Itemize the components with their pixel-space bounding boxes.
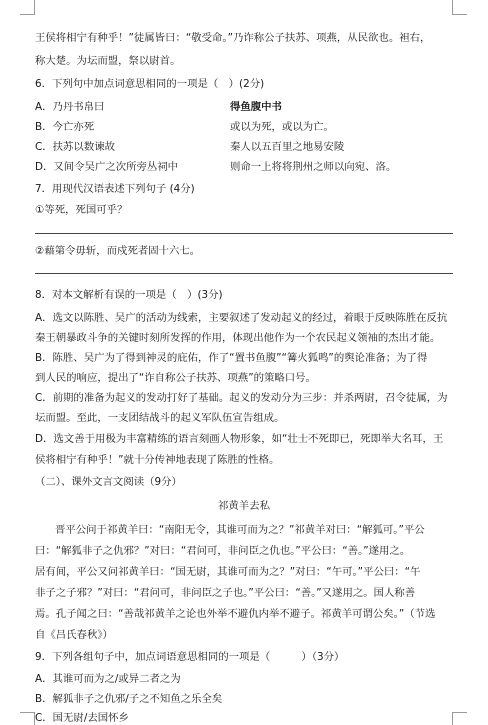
q7-answer-line-2	[35, 273, 453, 274]
q8-line-8: 侯将相宁有种乎！”就十分传神地表现了陈胜的性格。	[35, 454, 280, 466]
q7-stem: 7．用现代汉语表述下列句子 (4分)	[35, 183, 195, 195]
section-2-heading: （二）、课外文言文阅读（9分）	[35, 476, 182, 488]
passage-line-2: 称大楚。为坛而盟，祭以尉首。	[35, 55, 181, 67]
q6-option-d: D．又间令吴广之次所旁丛祠中	[35, 161, 179, 173]
crop-mark-top-right-vertical	[452, 0, 453, 14]
crop-mark-top-left-vertical	[34, 0, 35, 14]
passage-body-line-2: 曰：“解狐非子之仇邪？”对曰：“君问可，非问臣之仇也。”平公曰：“善。”遂用之。	[35, 545, 411, 557]
q6-option-d-compare: 则命一上将将荆州之师以向宛、洛。	[230, 161, 397, 173]
q6-option-c-compare: 秦人以五百里之地易安陵	[230, 141, 345, 153]
q8-line-1: A．选文以陈胜、吴广的活动为线索，主要叙述了发动起义的经过，着眼于反映陈胜在反抗	[35, 312, 448, 324]
q8-line-4: 到人民的响应，提出了“诈自称公子扶苏、项燕”的策略口号。	[35, 372, 316, 384]
crop-mark-bottom-left-horizontal	[20, 712, 35, 713]
q9-option-c: C．国无尉/去国怀乡	[35, 712, 129, 724]
q9-option-a: A．其谁可而为之/或异二者之为	[35, 673, 181, 685]
q8-line-2: 秦王朝暴政斗争的关键时刻所发挥的作用，体现出他作为一个农民起义领袖的杰出才能。	[35, 332, 441, 344]
q8-line-3: B．陈胜、吴广为了得到神灵的庇佑，作了“置书鱼腹”“篝火狐鸣”的舆论准备；为了得	[35, 352, 428, 364]
q6-option-a-compare: 得鱼腹中书	[230, 101, 282, 113]
passage-line-1: 王侯将相宁有种乎！”徒属皆曰：“敬受命。”乃诈称公子扶苏、项燕，从民欲也。袒右，	[35, 32, 431, 44]
q8-line-7: D．选文善于用极为丰富精练的语言刻画人物形象，如“壮士不死即已，死即举大名耳，王	[35, 433, 444, 445]
passage-body-line-4: 非子之子邪？”对曰：“君问可，非问臣之子也。”平公曰：“善。”又遂用之。国人称善	[35, 587, 416, 599]
crop-mark-bottom-right-horizontal	[452, 712, 467, 713]
crop-mark-bottom-right-vertical	[452, 712, 453, 725]
q9-option-b: B．解狐非子之仇邪/子之不知鱼之乐全矣	[35, 693, 223, 705]
passage-body-line-6: 自《吕氏春秋》）	[35, 629, 113, 641]
q6-option-b-compare: 或以为死，或以为亡。	[230, 121, 334, 133]
q9-stem: 9．下列各组句子中，加点词语意思相同的一项是（ ）（3分）	[35, 651, 345, 663]
q8-line-5: C．前期的准备为起义的发动打好了基础。起义的发动分为三步：并杀两尉，召令徒属，为	[35, 392, 448, 404]
passage-title: 祁黄羊去私	[218, 500, 270, 512]
passage-body-line-1: 晋平公问于祁黄羊曰：“南阳无令，其谁可而为之？”祁黄羊对曰：“解狐可。”平公	[55, 524, 425, 536]
q6-option-a: A．乃丹书帛曰	[35, 101, 105, 113]
passage-body-line-5: 焉。孔子闻之曰：“善哉祁黄羊之论也外举不避仇内举不避子。祁黄羊可谓公矣。”（节选	[35, 608, 436, 620]
q7-item-2: ②藉第令毋斩，而戍死者固十六七。	[35, 245, 201, 257]
crop-mark-top-left-horizontal	[20, 14, 35, 15]
q6-option-b: B．今亡亦死	[35, 121, 95, 133]
q7-item-1: ①等死，死国可乎？	[35, 204, 128, 216]
q6-option-c: C．扶苏以数谏故	[35, 141, 115, 153]
crop-mark-top-right-horizontal	[452, 14, 467, 15]
q6-stem: 6．下列句中加点词意思相同的一项是（ ）(2分)	[35, 78, 265, 90]
q8-stem: 8．对本文解析有误的一项是（ ）(3分)	[35, 289, 223, 301]
q8-line-6: 坛而盟。至此，一支团结战斗的起义军队伍宣告组成。	[35, 412, 285, 424]
passage-body-line-3: 居有间，平公又问祁黄羊曰：“国无尉，其谁可而为之？”对曰：“午可。”平公曰：“午	[35, 566, 421, 578]
q7-answer-line-1	[35, 233, 453, 234]
